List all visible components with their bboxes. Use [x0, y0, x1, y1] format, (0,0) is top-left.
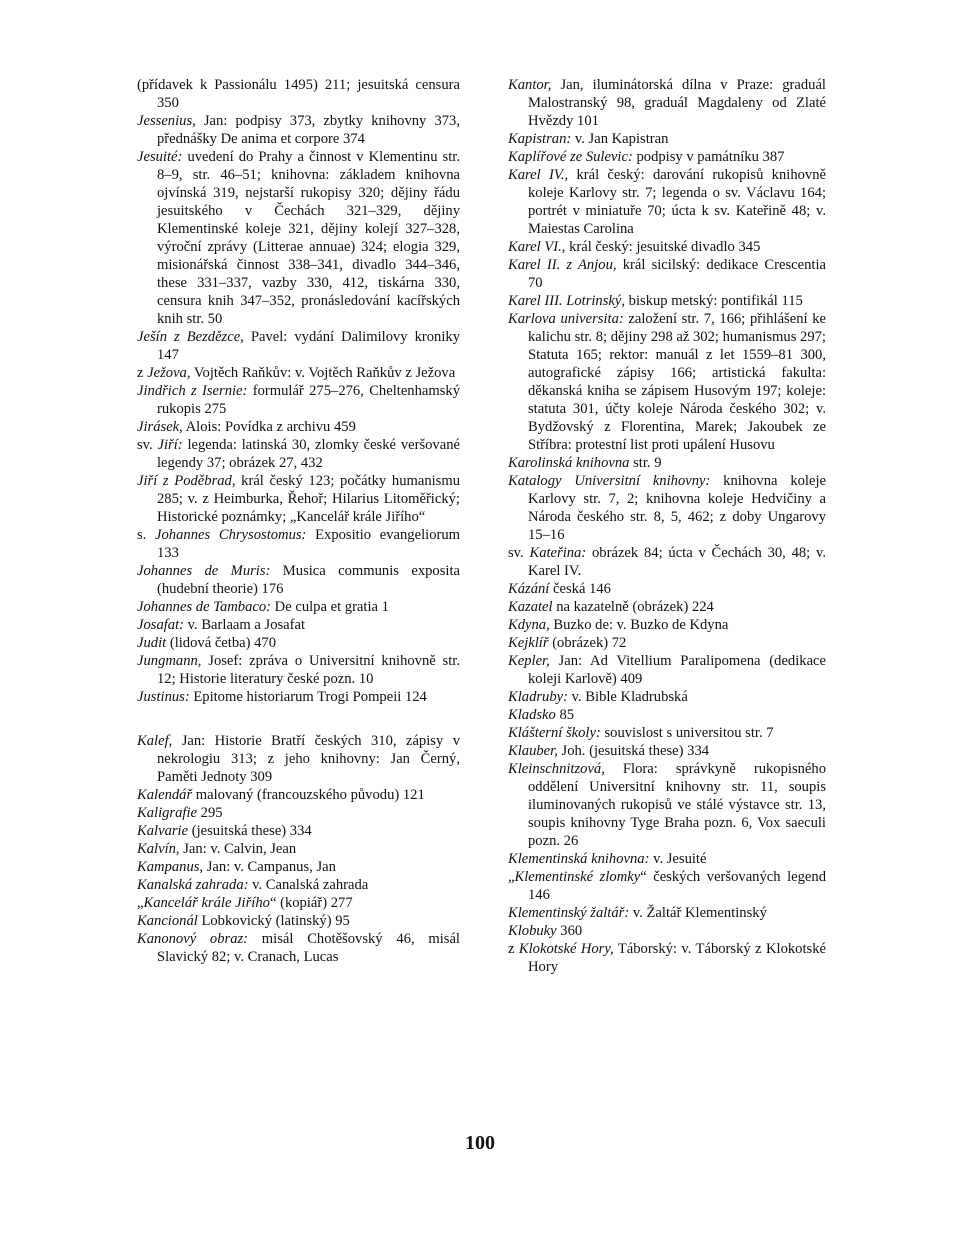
index-entry [137, 804, 460, 822]
index-entry [508, 724, 826, 742]
entry-headword: Kanonový obraz: [137, 931, 249, 947]
entry-text: souvislost s universitou str. 7 [600, 725, 774, 741]
entry-headword: Karel II. z Anjou, [508, 257, 617, 273]
entry-headword: Kepler, [508, 653, 550, 669]
entry-headword: Klášterní školy: [508, 725, 601, 741]
index-entry [508, 706, 826, 724]
entry-text: podpisy v památníku 387 [632, 149, 785, 165]
entry-headword: Josafat: [137, 617, 185, 633]
index-entry [137, 912, 460, 930]
entry-text: král český: jesuitské divadlo 345 [565, 239, 761, 255]
entry-headword: Kancionál [137, 913, 198, 929]
index-entry [508, 616, 826, 634]
index-entry [508, 166, 826, 238]
entry-text: král český 123; počátky humanismu 285; v. z Heimburka, Řehoř; Hilarius Litoměřický; Historické poznámky; „Kancelář krále Jiřího“ [157, 473, 461, 525]
index-entry [508, 634, 826, 652]
entry-headword: Justinus: [137, 689, 190, 705]
entry-text: malovaný (francouzského původu) 121 [192, 787, 425, 803]
entry-text: v. Canalská zahrada [248, 877, 369, 893]
index-entry [137, 436, 460, 472]
index-entry [137, 328, 460, 364]
entry-headword: Jiří: [157, 437, 183, 453]
index-entry [137, 562, 460, 598]
entry-headword: Klauber, [508, 743, 558, 759]
entry-headword: Kanalská zahrada: [137, 877, 249, 893]
entry-text: (přídavek k Passionálu 1495) 211; jesuitská censura 350 [137, 77, 460, 111]
index-entry [508, 238, 826, 256]
entry-headword: Kladsko [508, 707, 556, 723]
entry-headword: Jiří z Poděbrad, [137, 473, 236, 489]
index-entry [508, 256, 826, 292]
right-column-k-entries [508, 76, 826, 976]
entry-headword: Kázání [508, 581, 550, 597]
entry-headword: Kampanus, [137, 859, 204, 875]
entry-text: Jan: v. Campanus, Jan [203, 859, 336, 875]
entry-headword: Karel IV., [508, 167, 569, 183]
entry-headword: Kalvarie [137, 823, 189, 839]
entry-headword: Kejklíř [508, 635, 549, 651]
index-entry [508, 292, 826, 310]
entry-headword: Karlova universita: [508, 311, 624, 327]
index-entry [137, 822, 460, 840]
entry-headword: Ježova, [147, 365, 191, 381]
index-entry [137, 472, 460, 526]
entry-text: 85 [555, 707, 575, 723]
entry-prefix: z [137, 365, 148, 381]
entry-text: biskup metský: pontifikál 115 [625, 293, 803, 309]
index-entry [508, 652, 826, 688]
index-entry [137, 840, 460, 858]
entry-text: uvedení do Prahy a činnost v Klementinu str. 8–9, str. 46–51; knihovna: základem knihovna ojvínská 319, nejstarší rukopisy 320; dějiny řádu jesuitského v Čechách 321–329, dějiny Klementinské koleje 321, dějiny kolejí 327–328, výroční zprávy (Litterae annuae) 324; elogia 329, misionářská činnost 338–341, divadlo 344–346, these 331–337, vazby 330, 412, tiskárna 330, censura knih 347–352, pronásledování kacířských knih str. 50 [157, 149, 460, 327]
entry-prefix: s. [137, 527, 156, 543]
entry-text: v. Žaltář Klementinský [629, 905, 767, 921]
entry-text: Musica communis exposita (hudební theorie) 176 [157, 563, 460, 597]
entry-text: knihovna koleje Karlovy str. 7, 2; knihovna koleje Hedvičiny a Národa českého str. 8, 5, 462; z doby Ungarovy 15–16 [528, 473, 826, 543]
entry-headword: Kdyna, [508, 617, 550, 633]
section-gap [137, 706, 460, 732]
index-entry [508, 742, 826, 760]
entry-text: Jan, iluminátorská dílna v Praze: graduál Malostranský 98, graduál Magdaleny od Zlaté Hvězdy 101 [528, 77, 826, 129]
index-entry [137, 526, 460, 562]
index-entry [137, 112, 460, 148]
entry-text: na kazatelně (obrázek) 224 [552, 599, 714, 615]
left-column-k-entries [137, 732, 460, 966]
entry-text: obrázek 84; úcta v Čechách 30, 48; v. Karel IV. [528, 545, 827, 579]
index-entry [508, 688, 826, 706]
entry-text: Epitome historiarum Trogi Pompeii 124 [189, 689, 427, 705]
entry-prefix: „ [137, 895, 144, 911]
entry-text: (obrázek) 72 [548, 635, 627, 651]
index-entry [508, 904, 826, 922]
entry-headword: Judit [137, 635, 167, 651]
index-entry [508, 868, 826, 904]
left-column [137, 76, 460, 966]
index-entry [508, 472, 826, 544]
entry-text: česká 146 [549, 581, 611, 597]
entry-text: v. Bible Kladrubská [568, 689, 688, 705]
entry-headword: Jirásek, [137, 419, 183, 435]
index-entry [137, 876, 460, 894]
entry-text: formulář 275–276, Cheltenhamský rukopis 275 [157, 383, 460, 417]
index-entry [508, 148, 826, 166]
entry-text: (jesuitská these) 334 [188, 823, 312, 839]
entry-text: v. Jan Kapistran [571, 131, 669, 147]
entry-text: Táborský: v. Táborský z Klokotské Hory [528, 941, 826, 975]
entry-text: str. 9 [629, 455, 662, 471]
entry-prefix: sv. [508, 545, 530, 561]
entry-text: 360 [556, 923, 583, 939]
index-entry [137, 598, 460, 616]
index-entry [137, 76, 460, 112]
page-number: 100 [465, 1132, 495, 1154]
entry-text: “ českých veršovaných legend 146 [528, 869, 826, 903]
entry-headword: Kleinschnitzová, [508, 761, 605, 777]
index-entry [508, 130, 826, 148]
entry-headword: Katalogy Universitní knihovny: [508, 473, 711, 489]
entry-text: Jan: Ad Vitellium Paralipomena (dedikace koleji Karlově) 409 [528, 653, 826, 687]
entry-headword: Jesuité: [137, 149, 183, 165]
entry-headword: Jessenius, [137, 113, 196, 129]
entry-text: král sicilský: dedikace Crescentia 70 [528, 257, 827, 291]
entry-text: Buzko de: v. Buzko de Kdyna [549, 617, 729, 633]
entry-text: v. Barlaam a Josafat [184, 617, 306, 633]
index-entry [137, 688, 460, 706]
entry-text: legenda: latinská 30, zlomky české veršované legendy 37; obrázek 27, 432 [157, 437, 460, 471]
index-entry [137, 148, 460, 328]
index-entry [137, 616, 460, 634]
entry-text: Pavel: vydání Dalimilovy kroniky 147 [157, 329, 460, 363]
entry-text: Lobkovický (latinský) 95 [197, 913, 350, 929]
entry-text: Expositio evangeliorum 133 [157, 527, 460, 561]
entry-text: Joh. (jesuitská these) 334 [557, 743, 710, 759]
right-column [508, 76, 826, 976]
entry-headword: Jindřich z Isernie: [137, 383, 248, 399]
index-entry [137, 732, 460, 786]
entry-headword: Kancelář krále Jiřího [143, 895, 270, 911]
left-column-j-entries [137, 76, 460, 706]
entry-headword: Johannes de Tambaco: [137, 599, 272, 615]
entry-text: Josef: zpráva o Universitní knihovně str. 12; Historie literatury české pozn. 10 [157, 653, 460, 687]
entry-text: Vojtěch Raňkův: v. Vojtěch Raňkův z Ježova [190, 365, 456, 381]
entry-headword: Kateřina: [529, 545, 587, 561]
entry-headword: Kalvín, [137, 841, 180, 857]
index-entry [508, 76, 826, 130]
index-entry [137, 382, 460, 418]
entry-headword: Klementinská knihovna: [508, 851, 650, 867]
entry-headword: Klokotské Hory, [518, 941, 614, 957]
index-entry [508, 310, 826, 454]
entry-headword: Ješín z Bezdězce, [137, 329, 244, 345]
entry-headword: Johannes de Muris: [137, 563, 271, 579]
entry-headword: Karolinská knihovna [508, 455, 630, 471]
index-entry [137, 634, 460, 652]
entry-text: Jan: podpisy 373, zbytky knihovny 373, přednášky De anima et corpore 374 [157, 113, 460, 147]
index-entry [137, 858, 460, 876]
entry-headword: Karel VI., [508, 239, 566, 255]
index-entry [137, 418, 460, 436]
entry-prefix: „ [508, 869, 515, 885]
entry-text: (lidová četba) 470 [166, 635, 277, 651]
entry-prefix: sv. [137, 437, 158, 453]
entry-text: misál Chotěšovský 46, misál Slavický 82; v. Cranach, Lucas [157, 931, 460, 965]
entry-headword: Kladruby: [508, 689, 568, 705]
index-entry [137, 894, 460, 912]
entry-text: “ (kopiář) 277 [269, 895, 353, 911]
entry-headword: Kalendář [137, 787, 193, 803]
entry-headword: Kaplířové ze Sulevic: [508, 149, 633, 165]
entry-headword: Jungmann, [137, 653, 202, 669]
entry-text: Jan: v. Calvin, Jean [179, 841, 297, 857]
entry-text: Flora: správkyně rukopisného oddělení Universitní knihovny str. 11, soupis iluminovaných rukopisů ve stálé výstavce str. 13, soupis knihovny Tyge Braha pozn. 6, Vox saeculi pozn. 26 [528, 761, 826, 849]
index-entry [508, 922, 826, 940]
entry-text: De culpa et gratia 1 [271, 599, 389, 615]
entry-headword: Karel III. Lotrinský, [508, 293, 626, 309]
index-entry [137, 930, 460, 966]
entry-text: Alois: Povídka z archivu 459 [182, 419, 356, 435]
index-entry [137, 652, 460, 688]
index-entry [137, 786, 460, 804]
index-entry [508, 940, 826, 976]
entry-text: 295 [197, 805, 223, 821]
index-entry [508, 454, 826, 472]
entry-headword: Klobuky [508, 923, 557, 939]
entry-headword: Kapistran: [508, 131, 572, 147]
index-entry [508, 598, 826, 616]
entry-text: Jan: Historie Bratří českých 310, zápisy v nekrologiu 313; z jeho knihovny: Jan Černý, Paměti Jednoty 309 [157, 733, 460, 785]
index-entry [508, 850, 826, 868]
entry-headword: Kaligrafie [137, 805, 197, 821]
entry-headword: Johannes Chrysostomus: [155, 527, 307, 543]
entry-text: král český: darování rukopisů knihovně koleje Karlovy str. 7; legenda o sv. Václavu 164; portrét v miniatuře 70; úcta k sv. Kateřině 48; v. Maiestas Carolina [528, 167, 826, 237]
entry-headword: Klementinský žaltář: [508, 905, 630, 921]
index-entry [508, 760, 826, 850]
entry-text: založení str. 7, 166; přihlášení ke kalichu str. 8; dějiny 298 až 302; humanismus 297; Statuta 165; rektor: manuál z let 1559–81 300, autografické zápisy 166; artistická fakulta: děkanská kniha se zápisem Husovým 197; koleje: statuta 301, účty koleje Národa českého 302; v. Bydžovský z Florentina, Marek; Jakoubek ze Stříbra: protestní list proti upálení Husovu [528, 311, 826, 453]
index-entry [508, 544, 826, 580]
entry-headword: Kantor, [508, 77, 552, 93]
entry-prefix: z [508, 941, 519, 957]
index-entry [508, 580, 826, 598]
entry-headword: Klementinské zlomky [514, 869, 641, 885]
entry-headword: Kazatel [508, 599, 553, 615]
index-entry [137, 364, 460, 382]
entry-headword: Kalef, [137, 733, 173, 749]
entry-text: v. Jesuité [649, 851, 707, 867]
